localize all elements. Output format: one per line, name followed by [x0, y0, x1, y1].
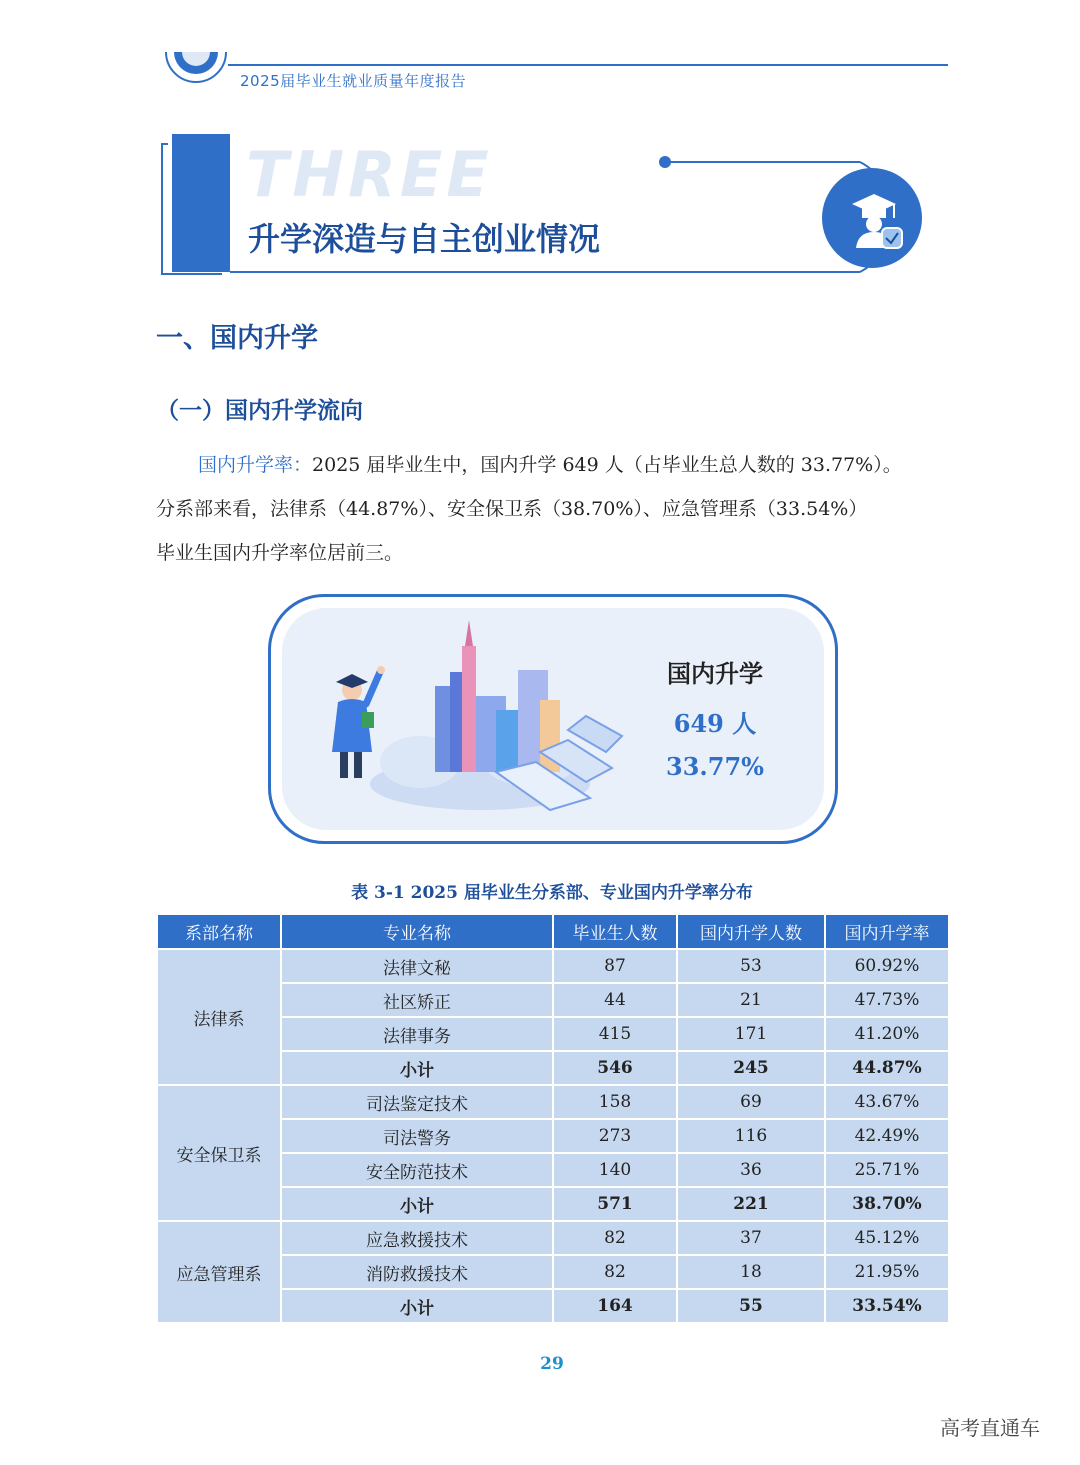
table-cell: 53: [677, 949, 825, 983]
table-cell: 140: [553, 1153, 677, 1187]
table-cell: 164: [553, 1289, 677, 1323]
table-cell: 221: [677, 1187, 825, 1221]
table-cell: 116: [677, 1119, 825, 1153]
paragraph-line-2: 分系部来看，法律系（44.87%）、安全保卫系（38.70%）、应急管理系（33.54%）: [156, 498, 868, 520]
table-cell: 小计: [281, 1051, 553, 1085]
table-cell: 42.49%: [825, 1119, 949, 1153]
table-header-cell: 国内升学人数: [677, 914, 825, 949]
table-cell: 158: [553, 1085, 677, 1119]
table-header-cell: 国内升学率: [825, 914, 949, 949]
report-title: 2025届毕业生就业质量年度报告: [240, 72, 467, 90]
table-cell: 571: [553, 1187, 677, 1221]
table-cell: 36: [677, 1153, 825, 1187]
table-cell: 245: [677, 1051, 825, 1085]
paragraph-keyword: 国内升学率：: [198, 454, 313, 476]
table-cell: 69: [677, 1085, 825, 1119]
table-cell: 法律文秘: [281, 949, 553, 983]
table-cell: 18: [677, 1255, 825, 1289]
table-header-cell: 系部名称: [157, 914, 281, 949]
graduate-cap-icon: [822, 168, 922, 268]
chapter-title: 升学深造与自主创业情况: [248, 220, 601, 258]
page-number: 29: [540, 1354, 564, 1374]
graduate-city-illustration: [300, 612, 640, 836]
table-cell: 司法鉴定技术: [281, 1085, 553, 1119]
table-cell: 安全防范技术: [281, 1153, 553, 1187]
table-cell: 87: [553, 949, 677, 983]
table-row: [157, 949, 949, 983]
table-cell: 43.67%: [825, 1085, 949, 1119]
table-cell: 应急救援技术: [281, 1221, 553, 1255]
table-cell: 社区矫正: [281, 983, 553, 1017]
table-cell: 415: [553, 1017, 677, 1051]
subsection-heading: （一）国内升学流向: [156, 398, 363, 424]
table-cell: 25.71%: [825, 1153, 949, 1187]
table-cell: 47.73%: [825, 983, 949, 1017]
table-header-cell: 毕业生人数: [553, 914, 677, 949]
table-row: [157, 1085, 949, 1119]
section-heading: 一、国内升学: [156, 323, 318, 354]
table-cell: 37: [677, 1221, 825, 1255]
chapter-number-word: THREE: [246, 138, 493, 211]
table-cell: 法律事务: [281, 1017, 553, 1051]
table-cell: 21.95%: [825, 1255, 949, 1289]
card-count: 649 人: [673, 709, 757, 738]
header-arc-decoration: [160, 52, 232, 100]
card-label: 国内升学: [667, 660, 763, 688]
table-cell: 82: [553, 1221, 677, 1255]
table-cell: 55: [677, 1289, 825, 1323]
table-cell: 小计: [281, 1187, 553, 1221]
header-rule: [228, 64, 948, 66]
department-cell: 安全保卫系: [157, 1085, 281, 1221]
table-cell: 45.12%: [825, 1221, 949, 1255]
domestic-study-table: [156, 913, 950, 1324]
table-cell: 44: [553, 983, 677, 1017]
table-row: [157, 1221, 949, 1255]
table-cell: 41.20%: [825, 1017, 949, 1051]
table-cell: 60.92%: [825, 949, 949, 983]
table-cell: 33.54%: [825, 1289, 949, 1323]
paragraph-line-1: [198, 450, 902, 477]
table-cell: 273: [553, 1119, 677, 1153]
paragraph-line-3: 毕业生国内升学率位居前三。: [156, 542, 404, 564]
table-cell: 小计: [281, 1289, 553, 1323]
table-header-row: [157, 914, 949, 949]
department-cell: 应急管理系: [157, 1221, 281, 1323]
table-cell: 消防救援技术: [281, 1255, 553, 1289]
table-cell: 546: [553, 1051, 677, 1085]
table-cell: 38.70%: [825, 1187, 949, 1221]
table-cell: 171: [677, 1017, 825, 1051]
table-cell: 44.87%: [825, 1051, 949, 1085]
card-rate: 33.77%: [666, 752, 764, 781]
paragraph-line-1-text: 2025 届毕业生中，国内升学 649 人（占毕业生总人数的 33.77%）。: [312, 454, 902, 476]
table-caption: 表 3-1 2025 届毕业生分系部、专业国内升学率分布: [351, 883, 753, 903]
table-cell: 82: [553, 1255, 677, 1289]
watermark-text: 高考直通车: [940, 1416, 1040, 1440]
table-cell: 司法警务: [281, 1119, 553, 1153]
table-cell: 21: [677, 983, 825, 1017]
department-cell: 法律系: [157, 949, 281, 1085]
table-header-cell: 专业名称: [281, 914, 553, 949]
